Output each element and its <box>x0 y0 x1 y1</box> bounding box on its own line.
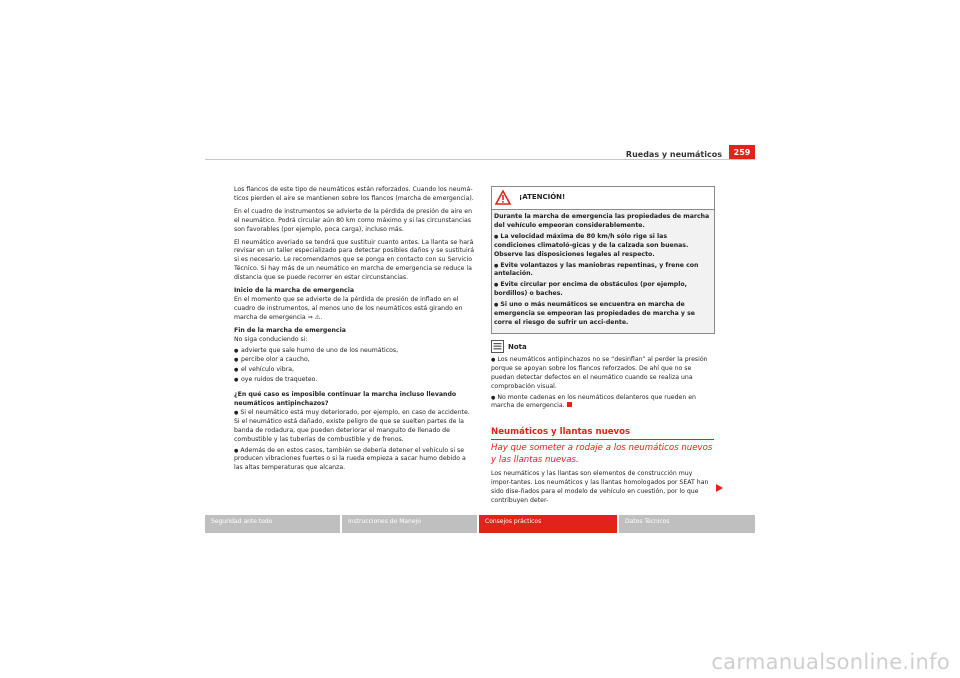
section-body: Los neumáticos y las llantas son elementos de construcción muy impor-tantes. Los neumáticos y las llantas homologados por SEAT han sido dise-ñados para el modelo de vehículo en cuestión, por lo que contribuyen deter- <box>491 470 709 504</box>
warning-triangle-icon <box>495 190 511 205</box>
continue-arrow-icon <box>716 484 723 492</box>
warning-box <box>491 186 715 334</box>
note-icon <box>491 340 504 353</box>
bullet-icon: ● <box>494 302 499 309</box>
footer-tab-seguridad[interactable]: Seguridad ante todo <box>205 515 340 533</box>
footer-tab-instrucciones[interactable]: Instrucciones de Manejo <box>342 515 477 533</box>
note-item <box>491 394 714 412</box>
warning-item-text: Evite volantazos y las maniobras repentinas, y frene con antelación. <box>494 261 699 278</box>
note-header <box>491 340 714 356</box>
bullet-icon: ● <box>491 356 496 363</box>
list-item <box>234 409 476 445</box>
bullet-icon: ● <box>234 409 239 416</box>
subheading: Inicio de la marcha de emergencia <box>234 287 354 295</box>
list-item-text: Además de en estos casos, también se debería detener el vehículo si se producen vibraciones fuertes o si la rueda empieza a sacar humo debido a las altas temperaturas que alcanza. <box>234 446 466 472</box>
paragraph: En el momento que se advierte de la pérdida de presión de inflado en el cuadro de instrumentos, al menos uno de los neumáticos está girando en marcha de emergencia ⇒ ⚠. <box>234 295 463 321</box>
bullet-icon: ● <box>494 262 499 269</box>
end-of-section-icon <box>567 402 572 407</box>
header-divider <box>205 159 755 160</box>
warning-item <box>494 301 710 328</box>
paragraph-text: En el momento que se advierte de la pérdida de presión de inflado en el cuadro de instrumentos, al menos uno de los neumáticos está girando en marcha de emergencia ⇒ <box>234 295 463 321</box>
list-item: ● el vehículo vibra, <box>234 366 476 375</box>
page-header-title: Ruedas y neumáticos <box>625 150 722 159</box>
footer-tab-consejos[interactable]: Consejos prácticos <box>479 515 617 533</box>
warning-intro: Durante la marcha de emergencia las propiedades de marcha del vehículo empeoran considerablemente. <box>494 213 710 229</box>
warning-item <box>494 233 710 260</box>
note-item <box>491 356 714 392</box>
watermark: carmanualsonline.info <box>711 650 950 674</box>
bullet-icon: ● <box>494 282 499 289</box>
note-item-text: Los neumáticos antipinchazos no se “desinflan” al perder la presión porque se apoyan sobre los flancos reforzados. De ahí que no se puedan detectar defectos en el neumático cuando se realiza una comprobación visual. <box>491 355 708 390</box>
page-number: 259 <box>729 145 755 160</box>
list-item: ● percibe olor a caucho, <box>234 356 476 365</box>
bullet-icon: ● <box>494 233 499 240</box>
paragraph: El neumático averiado se tendrá que sustituir cuanto antes. La llanta se hará revisar en un taller especializado para detectar posibles daños y se sustituirá si es necesario. Le recomendamos que se ponga en contacto con su Servicio Técnico. Si hay más de un neumático en marcha de emergencia se reduce la distancia que se puede recorrer en estar circunstancias. <box>234 238 475 282</box>
warning-item-text: Si uno o más neumáticos se encuentra en marcha de emergencia se empeoran las propiedades de marcha y se corre el riesgo de sufrir un acci-dente. <box>494 301 695 326</box>
footer-tab-datos[interactable]: Datos Técnicos <box>619 515 755 533</box>
warning-header <box>492 187 714 210</box>
warning-item-text: La velocidad máxima de 80 km/h sólo rige si las condiciones climatoló-gicas y de la calzada son buenas. Observe las disposiciones legales al respecto. <box>494 232 689 258</box>
paragraph: Los flancos de este tipo de neumáticos están reforzados. Cuando los neumá-ticos pierden el aire se mantienen sobre los flancos (marcha de emergencia). <box>234 186 474 202</box>
warning-title: ¡ATENCIÓN! <box>519 193 566 201</box>
warning-item <box>494 281 710 299</box>
warning-body <box>492 210 714 333</box>
right-column <box>491 186 714 510</box>
list-item: ● oye ruidos de traqueteo. <box>234 376 476 385</box>
list-item <box>234 447 476 474</box>
note-title: Nota <box>508 342 527 351</box>
warning-ref-icon: ⚠ <box>314 313 321 321</box>
subheading: ¿En qué caso es imposible continuar la marcha incluso llevando neumáticos antipinchazos? <box>234 391 457 408</box>
warning-item <box>494 262 710 280</box>
section-title: Neumáticos y llantas nuevos <box>491 428 714 440</box>
left-column <box>234 186 476 477</box>
paragraph: En el cuadro de instrumentos se advierte de la pérdida de presión de aire en el neumático. Podrá circular aún 80 km como máximo y si las circunstancias son favorables (por ejemplo, poca carga), incluso más. <box>234 207 473 233</box>
note-item-text: No monte cadenas en los neumáticos delanteros que rueden en marcha de emergencia. <box>491 393 696 410</box>
paragraph: No siga conduciendo si: <box>234 335 308 343</box>
list-item-text: Si el neumático está muy deteriorado, por ejemplo, en caso de accidente. Si el neumático está dañado, existe peligro de que se suelten partes de la banda de rodadura, que pueden deteriorar el manguito de llenado de combustible y las tuberías de combustible y de frenos. <box>234 408 470 443</box>
bullet-icon: ● <box>491 394 496 401</box>
list-item: ● advierte que sale humo de uno de los neumáticos, <box>234 347 476 356</box>
section-subtitle: Hay que someter a rodaje a los neumáticos nuevos y las llantas nuevas. <box>491 443 713 465</box>
subheading: Fin de la marcha de emergencia <box>234 326 346 334</box>
warning-item-text: Evite circular por encima de obstáculos (por ejemplo, bordillos) o baches. <box>494 281 687 298</box>
bullet-icon: ● <box>234 447 239 454</box>
